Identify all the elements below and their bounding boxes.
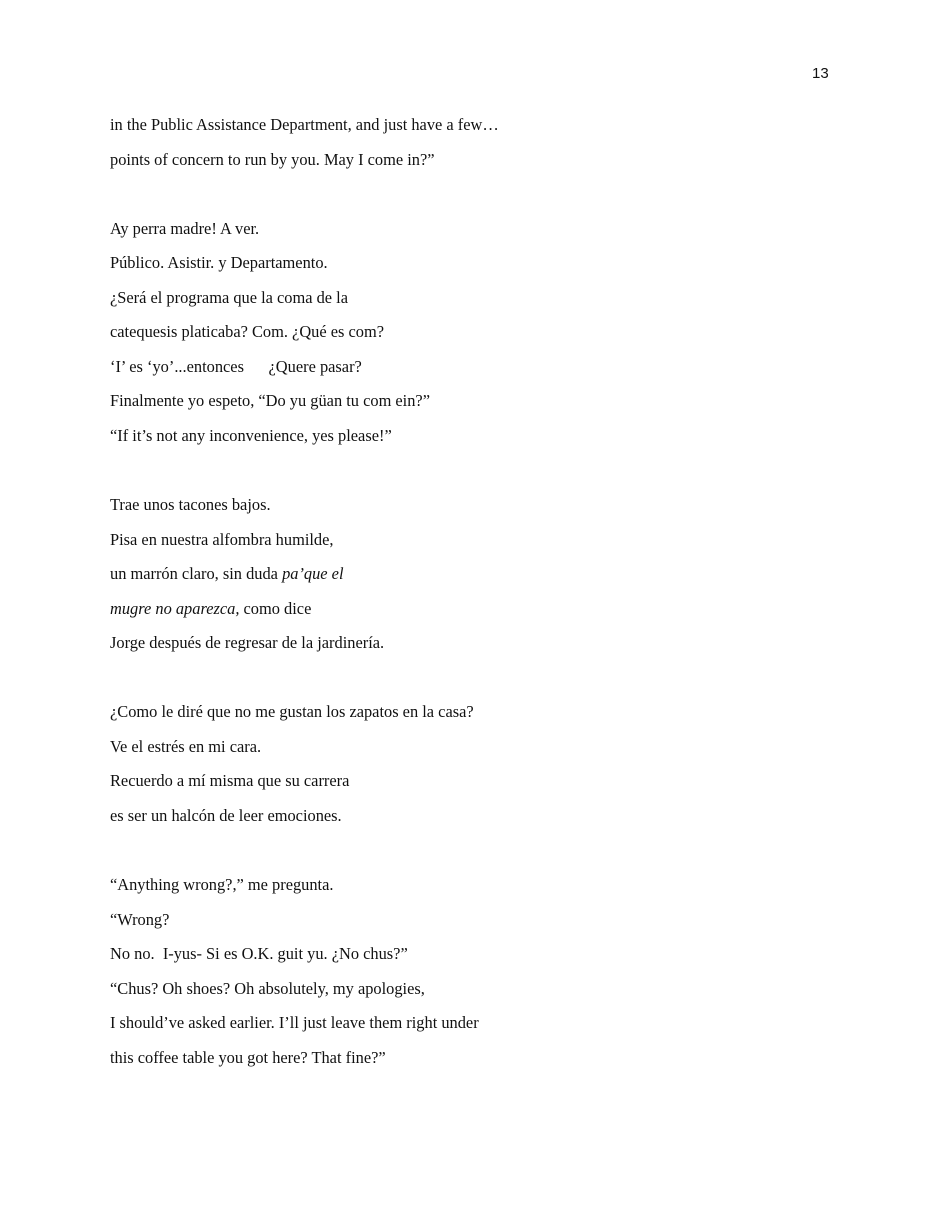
text-line: [110, 557, 499, 592]
page-number: 13: [812, 65, 829, 82]
text-line: ¿Será el programa que la coma de la: [110, 287, 349, 307]
plain-text: como dice: [239, 598, 312, 618]
stanza-5: [110, 868, 499, 1075]
stanza-3: [110, 488, 499, 661]
text-line: Trae unos tacones bajos.: [110, 495, 271, 515]
text-line: points of concern to run by you. May I come in?”: [110, 149, 435, 169]
text-line: “If it’s not any inconvenience, yes please!”: [110, 425, 392, 445]
text-line: this coffee table you got here? That fine?”: [110, 1047, 386, 1067]
text-line: Ay perra madre! A ver.: [110, 218, 260, 238]
text-line: No no. I-yus- Si es O.K. guit yu. ¿No chus?”: [110, 944, 408, 964]
poem-body: [110, 108, 499, 1075]
text-line: ‘I’ es ‘yo’...entonces ¿Quere pasar?: [110, 356, 362, 376]
text-line: Recuerdo a mí misma que su carrera: [110, 771, 350, 791]
stanza-4: [110, 695, 499, 833]
text-line: “Chus? Oh shoes? Oh absolutely, my apologies,: [110, 978, 425, 998]
text-line: ¿Como le diré que no me gustan los zapatos en la casa?: [110, 702, 474, 722]
text-line: “Anything wrong?,” me pregunta.: [110, 875, 334, 895]
text-line: es ser un halcón de leer emociones.: [110, 805, 342, 825]
text-line: [110, 592, 499, 627]
text-line: catequesis platicaba? Com. ¿Qué es com?: [110, 322, 384, 342]
stanza-2: [110, 212, 499, 454]
text-line: I should’ve asked earlier. I’ll just leave them right under: [110, 1013, 479, 1033]
text-line: Finalmente yo espeto, “Do yu güan tu com ein?”: [110, 391, 430, 411]
text-line: Público. Asistir. y Departamento.: [110, 253, 328, 273]
plain-text: un marrón claro, sin duda: [110, 564, 283, 584]
italic-text: mugre no aparezca,: [110, 598, 240, 618]
text-line: Jorge después de regresar de la jardinería.: [110, 633, 385, 653]
stanza-1: [110, 108, 499, 177]
text-line: in the Public Assistance Department, and just have a few…: [110, 115, 499, 134]
text-line: “Wrong?: [110, 909, 170, 929]
text-line: Ve el estrés en mi cara.: [110, 736, 262, 756]
text-line: Pisa en nuestra alfombra humilde,: [110, 529, 334, 549]
italic-text: pa’que el: [282, 564, 344, 584]
